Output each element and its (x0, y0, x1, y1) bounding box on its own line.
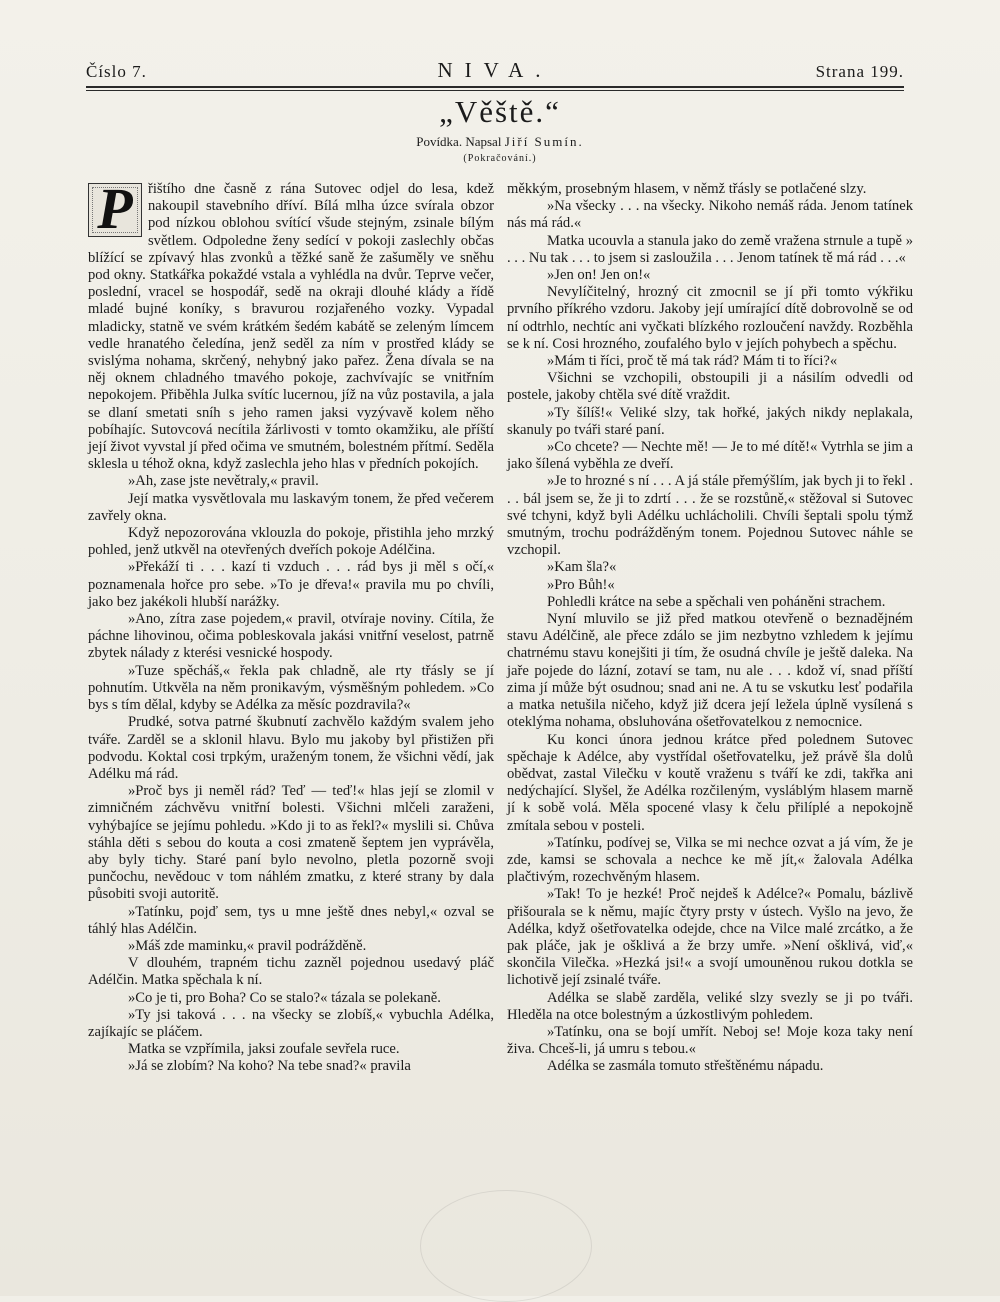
library-stamp-mark (420, 1190, 592, 1302)
paragraph: Matka se vzpřímila, jaksi zoufale sevřela ruce. (128, 1041, 400, 1058)
paragraph: »Ano, zítra zase pojedem,« pravil, otvíraje noviny. Cítila, že páchne lihovinou, očima pobleskovala jakási vnitřní veselost, patrně zbytek nálady z kterési vesnické hospody. (88, 611, 494, 662)
paragraph: Adélka se zasmála tomuto střeštěnému nápadu. (547, 1058, 824, 1075)
ornamental-initial (88, 176, 142, 241)
page-number: Strana 199. (815, 62, 904, 81)
paragraph: Pohledli krátce na sebe a spěchali ven poháněni strachem. (547, 593, 886, 610)
magazine-name: NIVA. (437, 58, 553, 82)
article-byline (0, 134, 1000, 150)
paragraph: »Já se zlobím? Na koho? Na tebe snad?« pravila (128, 1058, 411, 1075)
paragraph: Prudké, sotva patrné škubnutí zachvělo každým svalem jeho tváře. Zarděl se a sklonil hlavu. Bylo mu jakoby byl přistižen při podvodu. Koktal cosi trpkým, uraženým tonem, že všichni vědí, jak Adélku má rád. (88, 714, 494, 782)
header-rule-thick (86, 86, 904, 88)
paragraph: Nyní mluvilo se již před matkou otevřeně o beznadějném stavu Adélčině, ale přece zdálo se jim nezbytno vzhledem k jejímu chatrnému stavu konejšiti ji tím, že osudná chvíle je ještě daleka. Na jaře pojede do lázní, zotaví se tam, nu ale . . . kdož ví, snad příští zima jí může být osudnou; snad ani ne. A tu se vskutku lesť podařila a matka netušila ničeho, když již dcera její ležela úplně vysílená s oteklýma nohama, obsluhována ošetřovatelkou z nemocnice. (507, 611, 913, 731)
paragraph: »Na všecky . . . na všecky. Nikoho nemáš ráda. Jenom tatínek nás má rád.« (507, 198, 913, 232)
initial-letter: P (97, 176, 133, 241)
article-title: „Věště.“ (439, 94, 561, 129)
paragraph: »Máš zde maminku,« pravil podrážděně. (128, 937, 367, 954)
paragraph: »Co je ti, pro Boha? Co se stalo?« tázala se polekaně. (128, 989, 441, 1006)
paragraph: »Překáží ti . . . kazí ti vzduch . . . rád bys ji měl s očí,« poznamenala hořce pro sebe. »To je dřeva!« pravila mu po chvíli, jako bez jakékoli hlubší narážky. (88, 559, 494, 610)
paragraph: »Tatínku, podívej se, Vilka se mi nechce ozvat a já vím, že je zde, kamsi se schovala a nechce ke mě jít,« žalovala Adélka plačtivým, rozechvěným hlasem. (507, 834, 913, 886)
paragraph: »Kam šla?« (547, 559, 617, 576)
paragraph: »Pro Bůh!« (547, 576, 615, 593)
paragraph: Její matka vysvětlovala mu laskavým tonem, že před večerem zavřely okna. (88, 490, 494, 524)
paragraph: »Co chcete? — Nechte mě! — Je to mé dítě!« Vytrhla se jim a jako šílená vyběhla ze dveří. (507, 439, 913, 473)
paragraph: »Mám ti říci, proč tě má tak rád? Mám ti to říci?« (547, 353, 838, 370)
paragraph: řištího dne časně z rána Sutovec odjel do lesa, kdež nakoupil stavebního dříví. Bílá mlha úzce svírala obzor pod nízkou oblohou svítící všude stejným, zsinale bílým světlem. Odpoledne ženy sedící v pokoji zaslechly občas blížící se zpívavý hlas zvonků a těžké saně že zašuměly ve sněhu pod okny. Statkářka pokaždé vstala a vyhlédla na dvůr. Teprve večer, poslední, vracel se hospodář, sedě na okraji dlouhé klády a řídě mladé bujné koníky, s bravurou rozjařeného vozky. Vypadal mladicky, statně ve svém krátkém šedém kabátě se zeleným límcem vedle hranatého čeledína, jenž seděl za ním v prostřed klády se svislýma nohama, skrčený, nehybný jako pařez. Žena dívala se na něj oknem chladného tmavého pokoje, zachvívajíc se vnitřním nepokojem. Přiběhla Julka svítíc lucernou, jíž na vůz postavila, a jala se dlaní smetati sníh s jeho ramen jaksi vyzývavě kolem něho pobíhajíc. Sutovcová necítila žárlivosti v tomto okamžiku, ale příští její život vyvstal jí před očima ve smutném, bolestném přítmí. Seděla sklesla u téhož okna, když zaslechla jeho hlas v předních pokojích. (88, 181, 494, 473)
paragraph: Adélka se slabě zarděla, veliké slzy svezly se ji po tváři. Hleděla na otce bolestným a úzkostlivým pohledem. (507, 989, 913, 1023)
paragraph: V dlouhém, trapném tichu zazněl pojednou usedavý pláč Adélčin. Matka spěchala k ní. (88, 955, 494, 989)
byline-prefix: Povídka. Napsal (416, 134, 502, 149)
paragraph: »Proč bys ji neměl rád? Teď — teď!« hlas její se zlomil v zimničném záchvěvu vnitřní bolesti. Všichni mlčeli zaraženi, vyhýbajíce se jejímu pohledu. »Kdo ji to as řekl?« myslili si. Chůva stáhla děti s sebou do kouta a cosi zmateně šeptem jen vyprávěla, aby byly tichy. Staré paní bylo nevolno, pletla pozorně svoji punčochu, nevědouc v tom náhlém zmatku, z které strany by dala působiti svoji autoritě. (88, 783, 494, 903)
paragraph: Všichni se vzchopili, obstoupili ji a násilím odvedli od postele, jakoby chtěla své dítě vraždit. (507, 370, 913, 404)
paragraph: Matka ucouvla a stanula jako do země vražena strnule a tupě » . . . Nu tak . . . to jsem si zasloužila . . . Jenom tatínek tě má rád . . .« (507, 232, 913, 266)
paragraph: »Je to hrozné s ní . . . A já stále přemýšlím, jak bych ji to řekl . . . bál jsem se, že ji to zdrtí . . . že se rozstůně,« stěžoval si Sutovec své tchyni, když byli Adélku uchlácholili. Chvíli šeptali spolu týmž smutným, trochu podrážděným tonem. Pojednou Sutovec náhle se vzchopil. (507, 473, 913, 559)
paragraph: »Tuze spěcháš,« řekla pak chladně, ale rty třásly se jí pohnutím. Utkvěla na něm pronikavým, výsměšným pohledem. »Co bys s tím dělal, kdyby se Adélka za měsíc pozdravila?« (88, 662, 494, 714)
paragraph: »Tak! To je hezké! Proč nejdeš k Adélce?« Pomalu, bázlivě přišourala se k němu, majíc čtyry prsty v ústech. Vyšlo na jevo, že Adélka, když ošetřovatelka odejde, chce na Vilce malé zrcátko, a že pak pláče, jak je ošklivá a že brzy umře. »Není ošklivá, viď,« skončila Vilečka. »Hezká jsi!« a svojí umouněnou rukou dotkla se lichotivě její zsinalé tváře. (507, 886, 913, 989)
paragraph: »Jen on! Jen on!« (547, 267, 651, 284)
continuation-note: (Pokračování.) (463, 153, 537, 164)
paragraph: Když nepozorována vklouzla do pokoje, přistihla jeho mrzký pohled, jenž utkvěl na otevřených dveřích pokoje Adélčina. (88, 525, 494, 559)
author-name: Jiří Sumín. (504, 134, 584, 149)
paragraph: »Ty šílíš!« Veliké slzy, tak hořké, jakých nikdy neplakala, skanuly po tváři staré paní. (507, 404, 913, 438)
issue-number: Číslo 7. (86, 62, 147, 81)
paragraph: měkkým, prosebným hlasem, v němž třásly se potlačené slzy. (507, 181, 867, 197)
text-column-left (88, 176, 494, 1076)
text-column-right (507, 181, 913, 1076)
paragraph: »Tatínku, ona se bojí umřít. Neboj se! Moje koza taky není živa. Chceš-li, já umru s tebou.« (507, 1023, 913, 1058)
page-header (86, 58, 904, 84)
paragraph: »Tatínku, pojď sem, tys u mne ještě dnes nebyl,« ozval se táhlý hlas Adélčin. (88, 903, 494, 937)
paragraph: »Ty jsi taková . . . na všecky se zlobíš,« vybuchla Adélka, zajíkajíc se pláčem. (88, 1006, 494, 1040)
paragraph: Ku konci února jednou krátce před polednem Sutovec spěchaje k Adélce, aby vystřídal ošetřovatelku, jež právě šla dolů obědvat, zastal Vilečku v koutě vraženu s tváří ke zdi, takřka ani nedýchající. Slyšel, že Adélka rozčileným, vysláblým hlasem marně jí k sobě volá. Měla spocené vlasy k čelu přilíplé a nepokojně zmítala sebou v posteli. (507, 731, 913, 834)
header-rule-thin (86, 90, 904, 91)
paragraph: Nevylíčitelný, hrozný cit zmocnil se jí při tomto výkřiku prvního příkrého vzdoru. Jakoby její umírající dítě dobrovolně se od ní odtrhlo, nechtíc ani vyčkati blízkého rozloučení navždy. Rozběhla se k ní. Cosi hrozného, zoufalého bylo v jejích pohybech a spěchu. (507, 284, 913, 352)
paragraph: »Ah, zase jste nevětraly,« pravil. (128, 473, 319, 490)
